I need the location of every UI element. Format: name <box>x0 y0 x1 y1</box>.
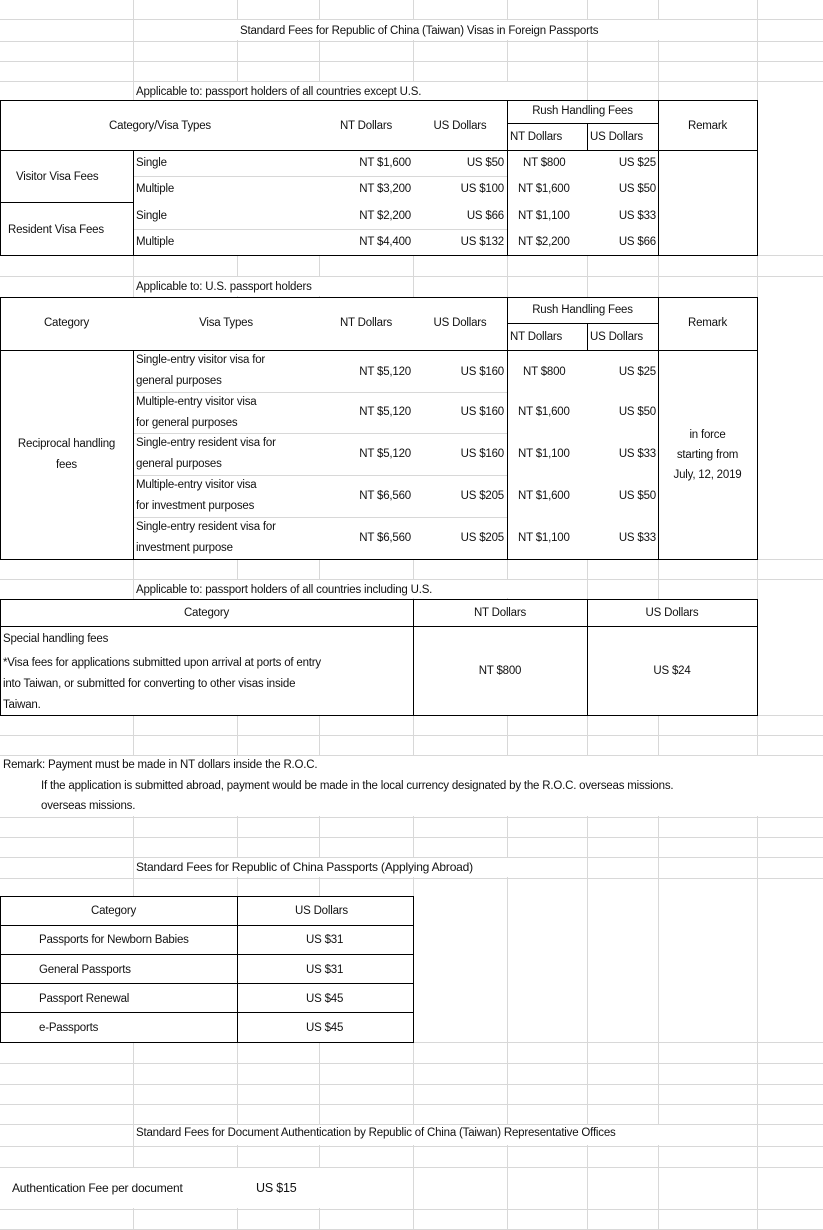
t2-row-type: general purposes <box>136 375 222 387</box>
t2-row-type: Multiple-entry visitor visa <box>136 396 257 408</box>
t2-header-us: US Dollars <box>433 317 487 329</box>
t2-header-rush-us: US Dollars <box>590 331 643 343</box>
t3-category-title: Special handling fees <box>3 633 109 645</box>
gridline-h <box>0 1063 823 1064</box>
authentication-label: Authentication Fee per document <box>12 1181 183 1195</box>
t1-row-us: US $132 <box>460 236 504 248</box>
t2-row-type: Single-entry resident visa for <box>136 437 276 449</box>
authentication-value: US $15 <box>256 1181 297 1195</box>
t2-row-us: US $205 <box>460 490 504 502</box>
passport-row-us: US $45 <box>306 1022 344 1034</box>
table2 <box>1 298 757 559</box>
table3-caption: Applicable to: passport holders of all countries including U.S. <box>136 584 433 596</box>
passport-fees-title: Standard Fees for Republic of China Passports (Applying Abroad) <box>136 860 473 874</box>
t2-row-rush-us: US $33 <box>618 448 656 460</box>
t1-row-rush-us: US $50 <box>618 183 656 195</box>
t3-category-note: into Taiwan, or submitted for converting to other visas inside <box>3 678 296 690</box>
passport-header-us: US Dollars <box>295 905 348 917</box>
t2-header-rush: Rush Handling Fees <box>532 304 633 316</box>
gridline-h <box>0 1209 823 1210</box>
t2-row-nt: NT $5,120 <box>359 366 411 378</box>
gridline-h <box>0 1084 823 1085</box>
passport-row-us: US $45 <box>306 993 344 1005</box>
t1-row-rush-nt: NT $1,100 <box>518 210 570 222</box>
t1-row-nt: NT $4,400 <box>359 236 411 248</box>
t1-header-rush-nt: NT Dollars <box>510 131 563 143</box>
t2-header-rush-nt: NT Dollars <box>510 331 563 343</box>
gridline-h <box>0 878 823 879</box>
gridline-h <box>0 276 823 277</box>
t1-row-nt: NT $3,200 <box>359 183 411 195</box>
table1-caption: Applicable to: passport holders of all countries except U.S. <box>136 86 422 98</box>
t2-row-type: for general purposes <box>136 417 238 429</box>
gridline-h <box>0 1104 823 1105</box>
t2-row-rush-nt: NT $800 <box>523 366 566 378</box>
t1-header-us: US Dollars <box>433 120 487 132</box>
t1-header-nt: NT Dollars <box>339 120 393 132</box>
t1-row-rush-nt: NT $1,600 <box>518 183 570 195</box>
gridline-h <box>0 1146 823 1147</box>
t2-row-rush-nt: NT $1,100 <box>518 448 570 460</box>
passport-row-category: e-Passports <box>39 1022 99 1034</box>
t2-header-category: Category <box>43 317 90 329</box>
t2-category-line: Reciprocal handling <box>17 438 116 450</box>
passport-row-category: Passport Renewal <box>39 993 130 1005</box>
remark-line-3: overseas missions. <box>41 800 136 812</box>
t2-row-nt: NT $5,120 <box>359 448 411 460</box>
remark-line-1: Remark: Payment must be made in NT dollars inside the R.O.C. <box>3 759 318 771</box>
t1-group-visitor: Visitor Visa Fees <box>16 171 99 183</box>
t3-nt-value: NT $800 <box>478 665 522 677</box>
t2-row-rush-us: US $25 <box>618 366 656 378</box>
t3-header-category: Category <box>183 607 230 619</box>
t2-row-rush-nt: NT $1,600 <box>518 406 570 418</box>
t1-row-nt: NT $2,200 <box>359 210 411 222</box>
passport-row-us: US $31 <box>306 964 344 976</box>
t2-row-rush-nt: NT $1,100 <box>518 532 570 544</box>
t2-header-visa-types: Visa Types <box>199 317 253 329</box>
t2-remark-line: in force <box>689 429 726 441</box>
t3-header-nt: NT Dollars <box>473 607 527 619</box>
t2-row-type: general purposes <box>136 458 222 470</box>
t1-header-rush-us: US Dollars <box>590 131 643 143</box>
t2-category-line: fees <box>56 459 77 471</box>
t1-row-rush-us: US $25 <box>618 157 656 169</box>
gridline-h <box>0 61 823 62</box>
t1-row-type: Single <box>136 210 167 222</box>
table2-caption: Applicable to: U.S. passport holders <box>136 281 312 293</box>
t3-header-us: US Dollars <box>645 607 699 619</box>
t1-row-us: US $66 <box>466 210 504 222</box>
t2-row-nt: NT $5,120 <box>359 406 411 418</box>
t2-row-type: Single-entry visitor visa for <box>136 354 266 366</box>
t2-header-nt: NT Dollars <box>339 317 393 329</box>
t2-row-us: US $160 <box>460 448 504 460</box>
t2-row-us: US $160 <box>460 406 504 418</box>
t2-row-type: for investment purposes <box>136 500 255 512</box>
t2-remark-line: starting from <box>676 449 739 461</box>
remark-line-2: If the application is submitted abroad, payment would be made in the local currency designated by the R.O.C. overseas missions. <box>41 780 674 792</box>
t2-row-nt: NT $6,560 <box>359 532 411 544</box>
t1-header-rush: Rush Handling Fees <box>532 105 633 117</box>
t3-category-note: *Visa fees for applications submitted upon arrival at ports of entry <box>3 657 321 669</box>
passport-row-category: Passports for Newborn Babies <box>39 934 189 946</box>
t2-row-rush-us: US $33 <box>618 532 656 544</box>
t2-row-nt: NT $6,560 <box>359 490 411 502</box>
t3-us-value: US $24 <box>653 665 691 677</box>
t2-row-us: US $205 <box>460 532 504 544</box>
gridline-h <box>0 837 823 838</box>
t2-row-rush-us: US $50 <box>618 490 656 502</box>
passport-row-category: General Passports <box>39 964 131 976</box>
t1-row-rush-us: US $33 <box>618 210 656 222</box>
t2-row-rush-nt: NT $1,600 <box>518 490 570 502</box>
visa-fees-title: Standard Fees for Republic of China (Taiwan) Visas in Foreign Passports <box>240 25 599 37</box>
t1-row-type: Multiple <box>136 236 175 248</box>
gridline-h <box>0 817 823 818</box>
t1-row-nt: NT $1,600 <box>359 157 411 169</box>
authentication-title: Standard Fees for Document Authentication by Republic of China (Taiwan) Representative Offices <box>136 1127 616 1139</box>
t1-row-rush-us: US $66 <box>618 236 656 248</box>
t1-row-type: Single <box>136 157 167 169</box>
t3-category-note: Taiwan. <box>3 699 41 711</box>
gridline-h <box>0 41 823 42</box>
t1-header-remark: Remark <box>687 120 728 132</box>
gridline-h <box>0 735 823 736</box>
t1-row-us: US $100 <box>460 183 504 195</box>
t1-group-resident: Resident Visa Fees <box>8 224 104 236</box>
t1-header-category: Category/Visa Types <box>109 120 211 132</box>
t1-row-type: Multiple <box>136 183 175 195</box>
passport-header-category: Category <box>91 905 137 917</box>
t2-row-us: US $160 <box>460 366 504 378</box>
t2-row-type: Multiple-entry visitor visa <box>136 479 257 491</box>
t2-header-remark: Remark <box>687 317 728 329</box>
t2-row-rush-us: US $50 <box>618 406 656 418</box>
t2-row-type: investment purpose <box>136 542 233 554</box>
t1-row-rush-nt: NT $2,200 <box>518 236 570 248</box>
t2-remark-line: July, 12, 2019 <box>673 469 742 481</box>
t2-row-type: Single-entry resident visa for <box>136 521 276 533</box>
t1-row-rush-nt: NT $800 <box>523 157 566 169</box>
t1-row-us: US $50 <box>466 157 504 169</box>
passport-row-us: US $31 <box>306 934 344 946</box>
